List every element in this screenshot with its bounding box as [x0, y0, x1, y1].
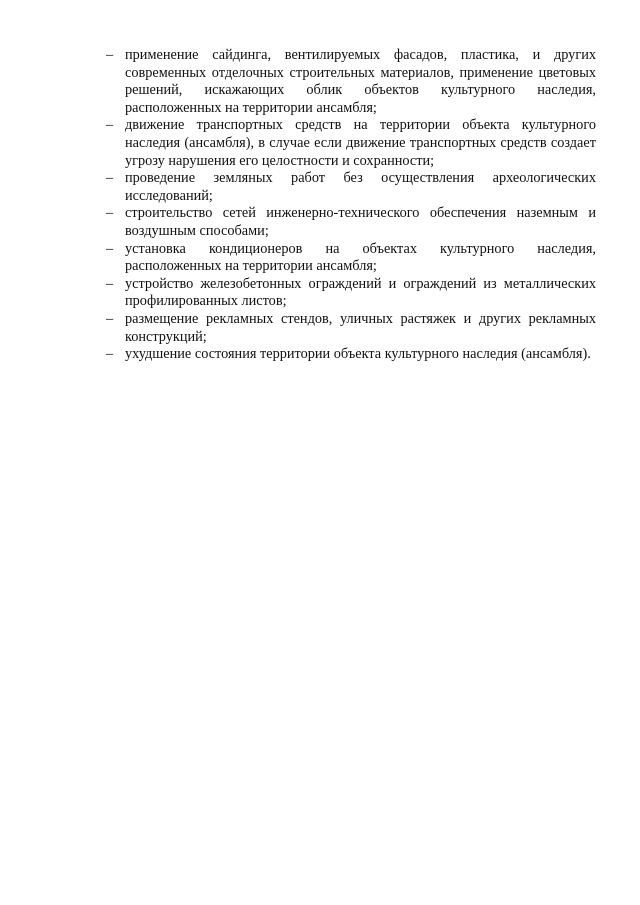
list-item	[106, 47, 596, 117]
dash-bullet: –	[106, 346, 114, 363]
dash-bullet: –	[106, 170, 114, 187]
list-item-text: ухудшение состояния территории объекта культурного наследия (ансамбля).	[125, 346, 591, 363]
dash-bullet: –	[106, 275, 114, 292]
list-item-text: применение сайдинга, вентилируемых фасадов, пластика, и других современных отделочных строительных материалов, применение цветовых решений, искажающих облик объектов культурного наследия, расположенных на территории ансамбля;	[125, 47, 596, 116]
list-item	[106, 311, 596, 346]
dash-bullet: –	[106, 240, 114, 257]
list-item	[106, 241, 596, 276]
dash-bullet: –	[106, 117, 114, 134]
list-item-text: устройство железобетонных ограждений и ограждений из металлических профилированных листов;	[125, 275, 596, 310]
list-item	[106, 170, 596, 205]
list-item	[106, 205, 596, 240]
dash-bullet: –	[106, 47, 114, 63]
restrictions-list	[106, 47, 596, 364]
list-item-text: размещение рекламных стендов, уличных растяжек и других рекламных конструкций;	[125, 310, 596, 345]
list-item	[106, 117, 596, 170]
list-item-text: строительство сетей инженерно-технического обеспечения наземным и воздушным способами;	[125, 205, 596, 239]
list-item-text: проведение земляных работ без осуществления археологических исследований;	[125, 170, 596, 204]
dash-bullet: –	[106, 310, 114, 327]
list-item-text: установка кондиционеров на объектах культурного наследия, расположенных на территории ансамбля;	[125, 240, 596, 275]
dash-bullet: –	[106, 205, 114, 222]
list-item	[106, 276, 596, 311]
list-item	[106, 346, 596, 364]
list-item-text: движение транспортных средств на территории объекта культурного наследия (ансамбля), в случае если движение транспортных средств создает угрозу нарушения его целостности и сохранности;	[125, 117, 596, 169]
